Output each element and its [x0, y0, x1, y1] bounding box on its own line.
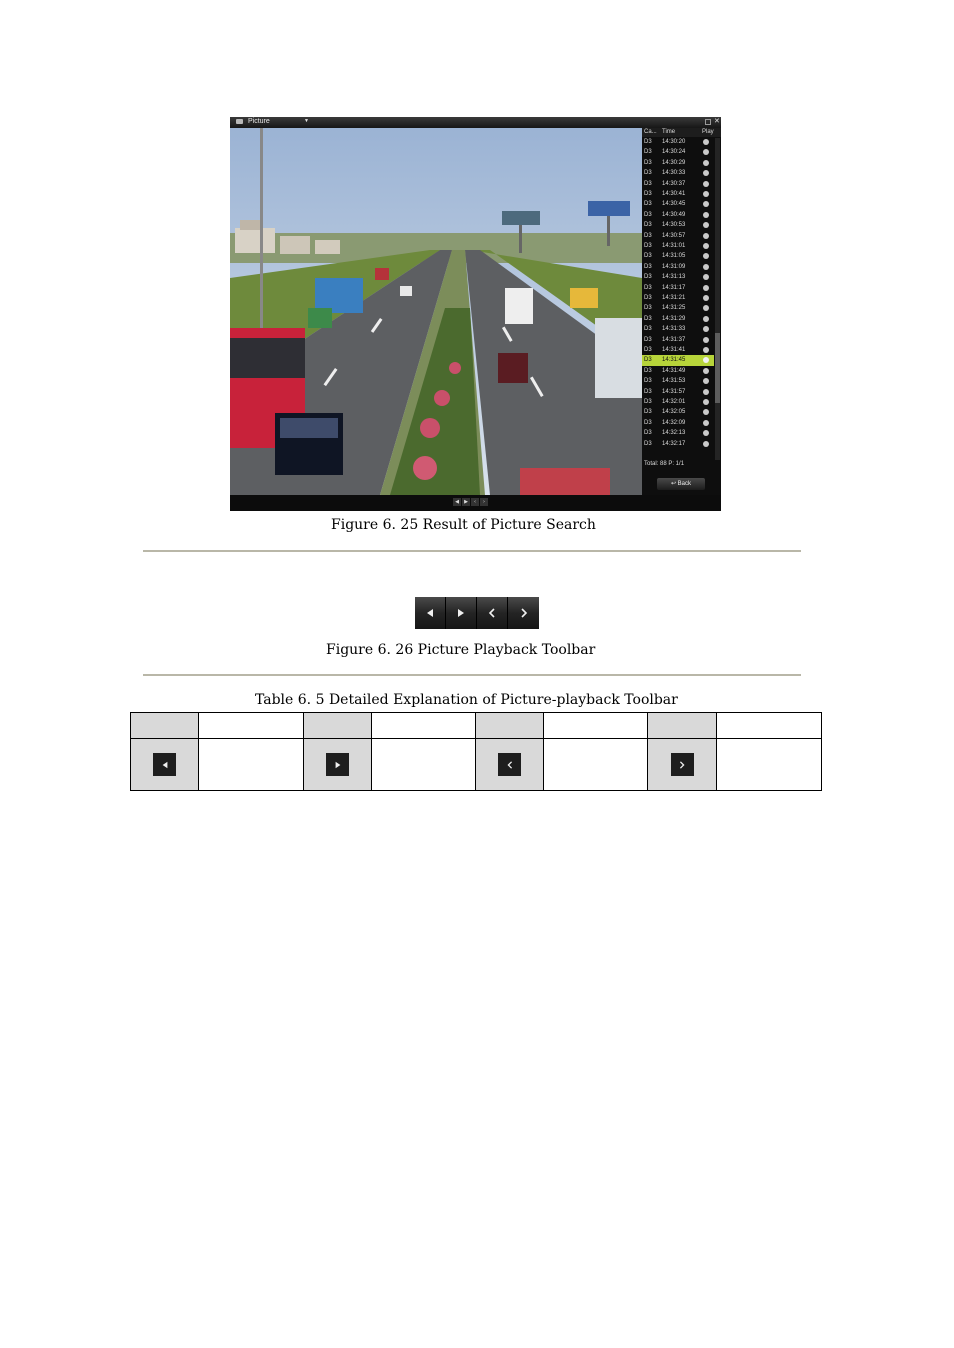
- play-icon[interactable]: [703, 420, 709, 426]
- list-item[interactable]: [642, 387, 714, 397]
- list-item[interactable]: [642, 262, 714, 272]
- column-time: Time: [662, 129, 676, 135]
- list-item-time: 14:31:25: [662, 305, 686, 312]
- list-item-camera: D3: [644, 336, 652, 343]
- picture-list-panel: [642, 128, 721, 495]
- dvr-title-bar: [230, 117, 721, 128]
- play-icon[interactable]: [703, 222, 709, 228]
- play-icon[interactable]: [703, 181, 709, 187]
- play-reverse-button[interactable]: [415, 597, 446, 629]
- list-item[interactable]: [642, 283, 714, 293]
- chevron-down-icon[interactable]: ▼: [304, 118, 309, 124]
- list-item[interactable]: [642, 168, 714, 178]
- header-operation-cell: [199, 713, 304, 739]
- list-item[interactable]: [642, 158, 714, 168]
- list-item-time: 14:31:29: [662, 315, 686, 322]
- list-item-time: 14:30:57: [662, 232, 686, 239]
- play-forward-icon: [456, 608, 466, 618]
- list-item[interactable]: [642, 345, 714, 355]
- list-item-camera: D3: [644, 170, 652, 177]
- dvr-mode-label: Picture: [248, 118, 270, 125]
- play-icon[interactable]: [703, 170, 709, 176]
- list-item[interactable]: [642, 179, 714, 189]
- highway-camera-image: [230, 128, 642, 495]
- list-item-camera: D3: [644, 139, 652, 145]
- list-item[interactable]: [642, 241, 714, 251]
- play-icon[interactable]: [703, 326, 709, 332]
- header-operation-cell: [717, 713, 822, 739]
- list-item[interactable]: [642, 439, 714, 449]
- list-item[interactable]: [642, 407, 714, 417]
- play-icon[interactable]: [703, 201, 709, 207]
- play-icon[interactable]: [703, 285, 709, 291]
- play-icon[interactable]: [703, 295, 709, 301]
- list-item-camera: D3: [644, 326, 652, 333]
- back-arrow-icon: ↩: [670, 481, 676, 487]
- next-picture-icon[interactable]: ›: [480, 498, 488, 506]
- figure-625-caption: Figure 6. 25 Result of Picture Search: [331, 517, 596, 533]
- list-item-time: 14:31:01: [662, 243, 686, 249]
- list-item-camera: D3: [644, 201, 652, 208]
- list-item[interactable]: [642, 251, 714, 261]
- previous-picture-icon: [498, 753, 521, 776]
- list-item[interactable]: [642, 324, 714, 334]
- play-icon[interactable]: [703, 274, 709, 280]
- close-icon[interactable]: ✕: [714, 118, 720, 125]
- play-icon[interactable]: [703, 243, 709, 249]
- list-item[interactable]: [642, 335, 714, 345]
- play-icon[interactable]: [703, 149, 709, 155]
- previous-picture-icon[interactable]: ‹: [471, 498, 479, 506]
- next-picture-button[interactable]: [508, 597, 539, 629]
- header-button-cell: [304, 713, 372, 739]
- list-item-camera: D3: [644, 367, 652, 374]
- list-item[interactable]: [642, 293, 714, 303]
- list-item-time: 14:30:37: [662, 180, 686, 187]
- next-picture-icon: [671, 753, 694, 776]
- list-item-time: 14:31:57: [662, 388, 686, 395]
- play-forward-button[interactable]: [446, 597, 477, 629]
- list-item-time: 14:30:20: [662, 139, 686, 145]
- list-item-camera: D3: [644, 232, 652, 239]
- list-item[interactable]: [642, 314, 714, 324]
- list-item-time: 14:31:13: [662, 274, 686, 281]
- play-icon[interactable]: [703, 264, 709, 270]
- list-item-camera: D3: [644, 263, 652, 270]
- list-item-time: 14:32:17: [662, 440, 686, 447]
- list-item-time: 14:31:49: [662, 367, 686, 374]
- button-cell: [476, 739, 544, 791]
- list-item[interactable]: [642, 376, 714, 386]
- header-button-cell: [476, 713, 544, 739]
- list-item-camera: D3: [644, 149, 652, 156]
- list-item[interactable]: [642, 147, 714, 157]
- previous-picture-icon: [487, 608, 497, 618]
- list-item-time: 14:31:21: [662, 295, 686, 301]
- list-item-time: 14:30:41: [662, 191, 686, 197]
- operation-cell: [199, 739, 304, 791]
- column-camera: Ca...: [644, 129, 657, 135]
- list-item-time: 14:31:33: [662, 326, 686, 333]
- play-icon[interactable]: [703, 337, 709, 343]
- list-item[interactable]: [642, 189, 714, 199]
- button-cell: [304, 739, 372, 791]
- list-item[interactable]: [642, 303, 714, 313]
- table-header-row: [131, 713, 822, 739]
- list-item-camera: D3: [644, 430, 652, 437]
- back-button[interactable]: [657, 478, 705, 490]
- play-icon[interactable]: [703, 316, 709, 322]
- list-item[interactable]: [642, 220, 714, 230]
- button-cell: [648, 739, 717, 791]
- list-item-camera: D3: [644, 378, 652, 385]
- list-item-camera: D3: [644, 347, 652, 353]
- list-item[interactable]: [642, 397, 714, 407]
- play-icon[interactable]: [703, 368, 709, 374]
- list-item[interactable]: [642, 418, 714, 428]
- list-item-time: 14:30:53: [662, 222, 686, 229]
- list-item[interactable]: [642, 366, 714, 376]
- list-item-camera: D3: [644, 295, 652, 301]
- list-item-time: 14:31:45: [662, 357, 686, 364]
- list-item-time: 14:30:24: [662, 149, 686, 156]
- list-item-time: 14:32:01: [662, 399, 686, 405]
- list-item-time: 14:30:29: [662, 159, 686, 166]
- play-icon[interactable]: [703, 305, 709, 311]
- list-item-time: 14:30:33: [662, 170, 686, 177]
- list-item[interactable]: [642, 231, 714, 241]
- operation-cell: [372, 739, 476, 791]
- list-item-camera: D3: [644, 191, 652, 197]
- header-operation-cell: [544, 713, 648, 739]
- list-item-time: 14:31:17: [662, 284, 686, 291]
- play-icon[interactable]: [703, 212, 709, 218]
- list-item-camera: D3: [644, 274, 652, 281]
- table-row: [131, 739, 822, 791]
- play-icon[interactable]: [703, 139, 709, 145]
- list-item-camera: D3: [644, 211, 652, 218]
- button-cell: [131, 739, 199, 791]
- list-item-camera: D3: [644, 243, 652, 249]
- list-item[interactable]: [642, 137, 714, 147]
- list-item-time: 14:31:09: [662, 263, 686, 270]
- previous-picture-button[interactable]: [477, 597, 508, 629]
- play-icon[interactable]: [703, 399, 709, 405]
- list-item[interactable]: [642, 428, 714, 438]
- list-item-time: 14:32:13: [662, 430, 686, 437]
- total-count: Total: 88 P: 1/1: [644, 461, 685, 467]
- toolbar-explanation-table: [130, 712, 822, 791]
- next-picture-icon: [519, 608, 529, 618]
- figure-626-caption: Figure 6. 26 Picture Playback Toolbar: [326, 642, 596, 658]
- play-reverse-icon: [425, 608, 435, 618]
- play-icon[interactable]: [703, 160, 709, 166]
- list-item-time: 14:31:53: [662, 378, 686, 385]
- list-item-camera: D3: [644, 284, 652, 291]
- list-item[interactable]: [642, 355, 714, 365]
- play-icon[interactable]: [703, 409, 709, 415]
- play-icon[interactable]: [703, 357, 709, 363]
- play-icon[interactable]: [703, 389, 709, 395]
- play-icon[interactable]: [703, 191, 709, 197]
- play-forward-icon[interactable]: ▶: [462, 498, 470, 506]
- list-item-time: 14:32:09: [662, 419, 686, 426]
- play-icon[interactable]: [703, 233, 709, 239]
- list-item-camera: D3: [644, 409, 652, 416]
- play-reverse-icon: [153, 753, 176, 776]
- list-item-camera: D3: [644, 159, 652, 166]
- list-scrollbar[interactable]: [715, 138, 720, 460]
- list-item-camera: D3: [644, 399, 652, 405]
- play-icon[interactable]: [703, 253, 709, 259]
- play-icon[interactable]: [703, 441, 709, 447]
- header-operation-cell: [372, 713, 476, 739]
- list-item-camera: D3: [644, 388, 652, 395]
- play-forward-icon: [326, 753, 349, 776]
- header-button-cell: [131, 713, 199, 739]
- list-item[interactable]: [642, 272, 714, 282]
- divider: [143, 674, 801, 676]
- list-item-camera: D3: [644, 440, 652, 447]
- layout-grid-icon[interactable]: [705, 119, 711, 125]
- list-item-time: 14:31:05: [662, 253, 686, 260]
- back-button-label: Back: [677, 481, 692, 487]
- list-item[interactable]: [642, 199, 714, 209]
- play-icon[interactable]: [703, 347, 709, 353]
- list-item-camera: D3: [644, 357, 652, 364]
- picture-list-header: [642, 128, 721, 137]
- play-icon[interactable]: [703, 430, 709, 436]
- list-item[interactable]: [642, 210, 714, 220]
- operation-cell: [717, 739, 822, 791]
- list-item-time: 14:30:45: [662, 201, 686, 208]
- list-item-time: 14:31:41: [662, 347, 686, 353]
- list-item-camera: D3: [644, 315, 652, 322]
- list-item-camera: D3: [644, 180, 652, 187]
- list-item-time: 14:31:37: [662, 336, 686, 343]
- list-item-camera: D3: [644, 419, 652, 426]
- table-caption: Table 6. 5 Detailed Explanation of Picture-playback Toolbar: [255, 692, 678, 708]
- header-button-cell: [648, 713, 717, 739]
- list-item-camera: D3: [644, 222, 652, 229]
- divider: [143, 550, 801, 552]
- operation-cell: [544, 739, 648, 791]
- list-item-camera: D3: [644, 305, 652, 312]
- picture-playback-toolbar: [415, 597, 539, 629]
- column-play: Play: [702, 129, 714, 135]
- play-icon[interactable]: [703, 378, 709, 384]
- play-reverse-icon[interactable]: ◀: [453, 498, 461, 506]
- dvr-picture-search-screenshot: [230, 117, 721, 511]
- camera-icon: [236, 119, 243, 124]
- list-item-time: 14:32:05: [662, 409, 686, 416]
- mini-playback-toolbar: [453, 498, 488, 507]
- list-item-camera: D3: [644, 253, 652, 260]
- list-item-time: 14:30:49: [662, 211, 686, 218]
